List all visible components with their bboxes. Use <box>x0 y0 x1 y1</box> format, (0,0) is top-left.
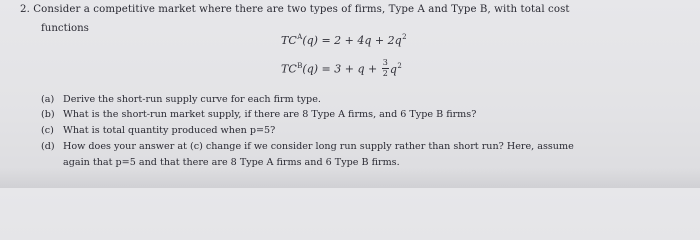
eq-a-superscript: A <box>297 33 303 41</box>
part-text: What is total quantity produced when p=5? <box>63 125 276 136</box>
eq-a-lhs: TC <box>281 34 297 47</box>
problem-intro-line-1: 2. Consider a competitive market where there are two types of firms, Type A and Type B, with total cost <box>20 4 570 15</box>
question-part-d-continuation: again that p=5 and that there are 8 Type A firms and 6 Type B firms. <box>63 157 400 168</box>
part-marker: (a) <box>41 94 55 105</box>
eq-b-tail-var: q <box>389 62 397 76</box>
eq-b-superscript: B <box>297 61 303 70</box>
cost-function-type-b <box>281 60 402 79</box>
part-text: Derive the short-run supply curve for each firm type. <box>63 94 321 105</box>
problem-intro-line-2: functions <box>41 23 89 34</box>
eq-b-power: 2 <box>397 61 402 70</box>
eq-b-fraction-denominator: 2 <box>382 69 388 78</box>
part-text: What is the short-run market supply, if there are 8 Type A firms, and 6 Type B firms? <box>63 109 477 120</box>
question-part-c <box>41 126 275 136</box>
question-part-b <box>41 110 476 120</box>
part-marker: (d) <box>41 141 55 152</box>
eq-b-tail <box>390 63 402 76</box>
eq-b-lhs: TC <box>281 62 297 76</box>
cost-function-type-a <box>281 33 407 47</box>
part-text: How does your answer at (c) change if we consider long run supply rather than short run? Here, assume <box>63 141 574 152</box>
page-bottom-shadow <box>0 168 700 188</box>
eq-b-fraction <box>382 59 389 78</box>
eq-b-body: (q) = 3 + q + <box>302 62 378 76</box>
question-part-d <box>41 142 574 152</box>
question-part-a <box>41 95 321 105</box>
part-marker: (c) <box>41 125 54 136</box>
part-marker: (b) <box>41 109 55 120</box>
eq-b-fraction-numerator: 3 <box>382 58 388 67</box>
eq-a-body: (q) = 2 + 4q + 2q <box>302 34 402 47</box>
eq-a-power: 2 <box>402 33 407 41</box>
